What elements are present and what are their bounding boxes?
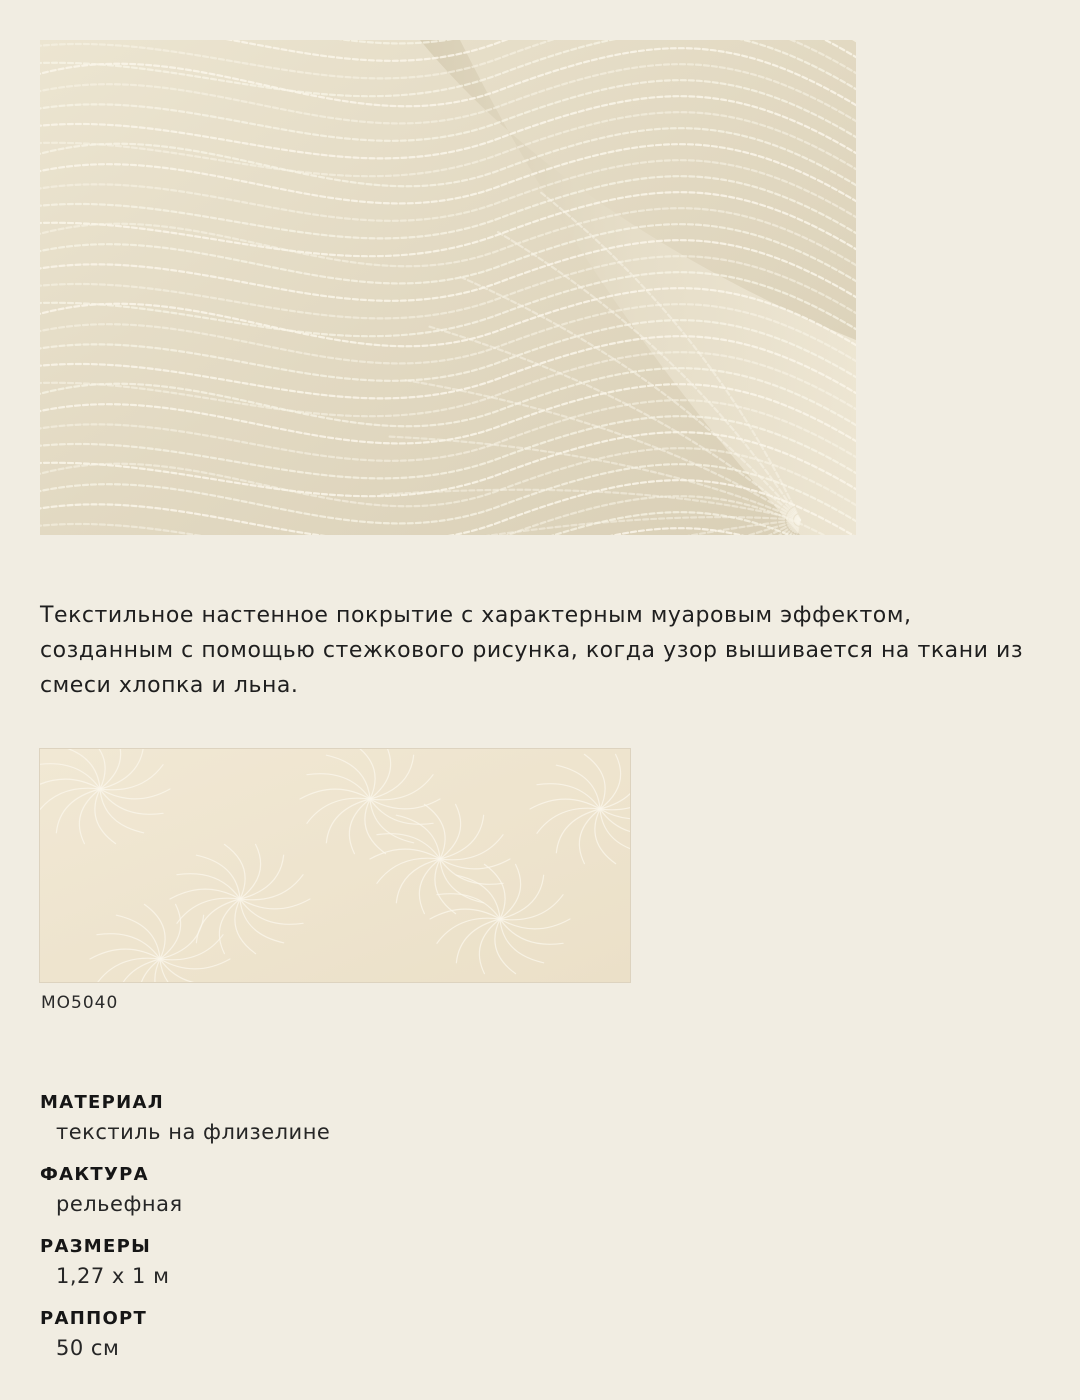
fabric-roll-photo bbox=[40, 40, 856, 535]
fabric-roll-illustration bbox=[40, 40, 856, 535]
spec-dimensions bbox=[40, 1234, 640, 1306]
spec-repeat bbox=[40, 1306, 640, 1378]
spec-material bbox=[40, 1090, 640, 1162]
spec-label: РАЗМЕРЫ bbox=[40, 1236, 152, 1257]
spec-value: 50 см bbox=[56, 1336, 120, 1360]
spec-label: РАППОРТ bbox=[40, 1308, 148, 1329]
pattern-swatch-illustration bbox=[40, 749, 630, 982]
spec-value: рельефная bbox=[56, 1192, 183, 1216]
spec-list bbox=[40, 1090, 640, 1378]
spec-texture bbox=[40, 1162, 640, 1234]
spec-label: ФАКТУРА bbox=[40, 1164, 149, 1185]
swatch-sku: MO5040 bbox=[41, 993, 119, 1013]
spec-value: текстиль на флизелине bbox=[56, 1120, 331, 1144]
product-description: Текстильное настенное покрытие с характерным муаровым эффектом, созданным с помощью стежкового рисунка, когда узор вышивается на ткани из смеси хлопка и льна. bbox=[40, 603, 1024, 698]
pattern-swatch[interactable] bbox=[40, 749, 630, 982]
spec-label: МАТЕРИАЛ bbox=[40, 1092, 164, 1113]
spec-value: 1,27 х 1 м bbox=[56, 1264, 170, 1288]
